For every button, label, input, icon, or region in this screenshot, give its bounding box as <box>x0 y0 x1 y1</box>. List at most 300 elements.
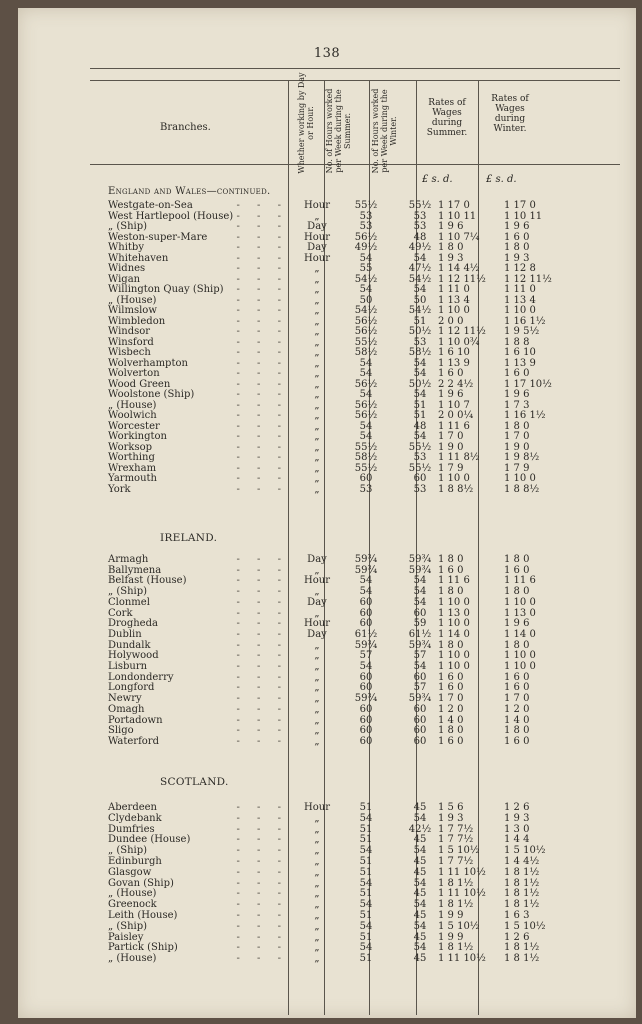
branch-name: Wolverhampton <box>108 357 188 369</box>
leader-dashes: - - - <box>236 866 288 878</box>
hours-winter: 51 <box>413 315 427 327</box>
rate-summer: 1 10 0 <box>438 661 470 672</box>
branch-name: Waterford <box>108 735 159 747</box>
leader-dashes: - - - <box>236 596 288 608</box>
rate-winter: 1 6 0 <box>504 231 530 243</box>
branch-name: Worcester <box>108 420 160 432</box>
hours-winter: 55½ <box>408 462 432 474</box>
hours-winter: 45 <box>413 953 427 965</box>
rate-winter: 1 11 6 <box>504 575 536 587</box>
rate-summer: 1 10 0 <box>438 596 470 608</box>
leader-dashes: - - - <box>236 607 288 619</box>
table-row <box>108 575 558 586</box>
rate-winter: 1 10 0 <box>504 473 536 484</box>
table-row <box>108 932 558 943</box>
leader-dashes: - - - <box>236 431 288 442</box>
table-row <box>108 368 558 379</box>
leader-dashes: - - - <box>236 284 288 295</box>
branch-name: Lisburn <box>108 661 148 672</box>
branch-name: Cork <box>108 607 133 619</box>
leader-dashes: - - - <box>236 586 288 598</box>
table-row <box>108 921 558 932</box>
branch-name: Drogheda <box>108 618 158 630</box>
rate-summer: 1 10 0 <box>438 650 470 662</box>
rate-summer: 1 6 0 <box>438 682 464 694</box>
rate-summer: 1 6 0 <box>438 671 464 683</box>
branch-name: West Hartlepool (House) <box>108 210 234 222</box>
rate-winter: 1 7 9 <box>504 462 530 474</box>
working-by: „ <box>314 357 320 369</box>
working-by: „ <box>314 703 320 715</box>
hours-summer: 56½ <box>354 326 378 337</box>
rate-winter: 1 8 0 <box>504 586 530 598</box>
rate-winter: 1 12 11½ <box>504 273 552 285</box>
branch-name: Whitehaven <box>108 252 169 264</box>
rate-summer: 1 9 6 <box>438 221 464 232</box>
leader-dashes: - - - <box>236 452 288 463</box>
leader-dashes: - - - <box>236 931 288 943</box>
section-title: IRELAND. <box>160 532 218 544</box>
table-row <box>108 704 558 715</box>
table-row <box>108 888 558 899</box>
working-by: „ <box>314 336 320 348</box>
hours-summer: 55 <box>359 263 373 274</box>
rate-summer: 1 8 0 <box>438 242 464 253</box>
hours-winter: 60 <box>413 473 427 484</box>
table-row <box>108 629 558 640</box>
branch-name: Sligo <box>108 725 134 737</box>
hours-summer: 60 <box>359 714 373 726</box>
branch-name: Greenock <box>108 899 157 911</box>
branch-name: Wimbledon <box>108 315 166 327</box>
rate-summer: 1 8 0 <box>438 639 464 651</box>
branch-name: Glasgow <box>108 866 152 878</box>
table-row <box>108 410 558 421</box>
working-by: „ <box>314 210 320 222</box>
rate-winter: 1 7 3 <box>504 399 530 411</box>
working-by: Day <box>307 628 327 640</box>
hours-winter: 45 <box>413 834 427 846</box>
rate-summer: 1 8 1½ <box>438 899 474 911</box>
working-by: Day <box>307 221 327 232</box>
rate-winter: 1 10 0 <box>504 305 536 316</box>
rate-summer: 1 9 0 <box>438 441 464 453</box>
leader-dashes: - - - <box>236 410 288 421</box>
branch-name: Woolstone (Ship) <box>108 389 195 400</box>
rate-winter: 1 17 0 <box>504 200 536 211</box>
working-by: „ <box>314 441 320 453</box>
leader-dashes: - - - <box>236 639 288 651</box>
working-by: „ <box>314 714 320 726</box>
rate-summer: 1 5 10½ <box>438 920 480 932</box>
table-row <box>108 211 558 222</box>
working-by: „ <box>314 877 320 889</box>
table-row <box>108 221 558 232</box>
leader-dashes: - - - <box>236 650 288 662</box>
hours-winter: 54 <box>413 368 427 379</box>
hours-winter: 59¾ <box>408 639 432 651</box>
rate-winter: 1 3 0 <box>504 823 530 835</box>
rate-winter: 1 7 0 <box>504 693 530 705</box>
hours-summer: 54 <box>359 899 373 911</box>
working-by: „ <box>314 564 320 576</box>
hours-summer: 54 <box>359 920 373 932</box>
leader-dashes: - - - <box>236 845 288 857</box>
table-row <box>108 834 558 845</box>
table-row <box>108 899 558 910</box>
branch-name: Wilmslow <box>108 305 157 316</box>
hours-summer: 54 <box>359 586 373 598</box>
table-row <box>108 316 558 327</box>
hours-summer: 56½ <box>354 410 378 421</box>
leader-dashes: - - - <box>236 877 288 889</box>
hours-winter: 60 <box>413 725 427 737</box>
table-row <box>108 253 558 264</box>
table-row <box>108 473 558 484</box>
working-by: „ <box>314 452 320 463</box>
document-page <box>18 8 636 1018</box>
leader-dashes: - - - <box>236 242 288 253</box>
header-rates-summer: Rates of Wages during Summer. <box>426 98 468 138</box>
table-row <box>108 597 558 608</box>
hours-winter: 61½ <box>408 628 432 640</box>
table-row <box>108 295 558 306</box>
rate-summer: 1 6 0 <box>438 368 464 379</box>
table-row <box>108 618 558 629</box>
table-row <box>108 715 558 726</box>
table-row <box>108 824 558 835</box>
hours-summer: 54 <box>359 661 373 672</box>
rate-winter: 1 13 9 <box>504 357 536 369</box>
leader-dashes: - - - <box>236 725 288 737</box>
hours-winter: 45 <box>413 802 427 813</box>
rate-winter: 1 11 0 <box>504 284 536 295</box>
working-by: „ <box>314 682 320 694</box>
hours-summer: 53 <box>359 221 373 232</box>
working-by: „ <box>314 305 320 316</box>
working-by: Hour <box>304 575 330 587</box>
rate-summer: 1 11 6 <box>438 575 470 587</box>
rate-summer: 1 9 3 <box>438 252 464 264</box>
branch-name: „ (Ship) <box>108 920 148 932</box>
hours-summer: 54 <box>359 368 373 379</box>
leader-dashes: - - - <box>236 210 288 222</box>
rate-winter: 1 9 6 <box>504 221 530 232</box>
rate-summer: 1 14 4½ <box>438 263 480 274</box>
branch-name: Wrexham <box>108 462 157 474</box>
branch-name: Clydebank <box>108 812 162 824</box>
branch-name: Winsford <box>108 336 154 348</box>
table-row <box>108 442 558 453</box>
rate-summer: 1 9 9 <box>438 910 464 921</box>
hours-summer: 60 <box>359 671 373 683</box>
branch-name: Westgate-on-Sea <box>108 200 193 211</box>
hours-winter: 55½ <box>408 441 432 453</box>
rate-winter: 1 9 5½ <box>504 326 540 337</box>
leader-dashes: - - - <box>236 628 288 640</box>
hours-winter: 54 <box>413 575 427 587</box>
branch-name: Armagh <box>108 554 149 565</box>
table-row <box>108 650 558 661</box>
rate-winter: 1 6 0 <box>504 735 530 747</box>
rate-summer: 1 11 6 <box>438 420 470 432</box>
table-row <box>108 284 558 295</box>
hours-summer: 53 <box>359 210 373 222</box>
rate-summer: 1 6 10 <box>438 347 470 358</box>
rate-winter: 1 9 3 <box>504 812 530 824</box>
hours-summer: 56½ <box>354 378 378 390</box>
hours-winter: 59¾ <box>408 564 432 576</box>
rate-winter: 1 2 0 <box>504 703 530 715</box>
rate-summer: 1 7 9 <box>438 462 464 474</box>
leader-dashes: - - - <box>236 693 288 705</box>
working-by: „ <box>314 263 320 274</box>
header-rates-winter: Rates of Wages during Winter. <box>491 94 529 134</box>
rate-summer: 1 7 0 <box>438 693 464 705</box>
leader-dashes: - - - <box>236 953 288 965</box>
hours-winter: 55½ <box>408 200 432 211</box>
working-by: „ <box>314 639 320 651</box>
working-by: „ <box>314 473 320 484</box>
rate-winter: 1 4 0 <box>504 714 530 726</box>
rate-winter: 1 8 8 <box>504 336 530 348</box>
rate-summer: 1 14 0 <box>438 628 470 640</box>
hours-winter: 60 <box>413 607 427 619</box>
working-by: „ <box>314 462 320 474</box>
rate-summer: 1 9 3 <box>438 812 464 824</box>
hours-winter: 48 <box>413 420 427 432</box>
rate-summer: 1 7 7½ <box>438 856 474 867</box>
working-by: „ <box>314 834 320 846</box>
hours-winter: 60 <box>413 714 427 726</box>
hours-winter: 59 <box>413 618 427 630</box>
hours-summer: 56½ <box>354 231 378 243</box>
branch-name: Holywood <box>108 650 159 662</box>
section-title: SCOTLAND. <box>160 776 229 788</box>
branch-name: Wisbech <box>108 347 151 358</box>
table-row <box>108 682 558 693</box>
rate-winter: 1 6 0 <box>504 368 530 379</box>
table-row <box>108 845 558 856</box>
working-by: Day <box>307 242 327 253</box>
hours-winter: 54 <box>413 877 427 889</box>
hours-summer: 54 <box>359 431 373 442</box>
branch-name: Ballymena <box>108 564 162 576</box>
rate-winter: 1 17 10½ <box>504 378 552 390</box>
rate-winter: 1 9 6 <box>504 618 530 630</box>
table-row <box>108 379 558 390</box>
rate-summer: 1 5 10½ <box>438 845 480 857</box>
working-by: „ <box>314 671 320 683</box>
rate-winter: 1 10 0 <box>504 661 536 672</box>
rate-winter: 1 6 3 <box>504 910 530 921</box>
rate-summer: 1 13 4 <box>438 294 470 306</box>
hours-summer: 54 <box>359 420 373 432</box>
rate-winter: 1 6 0 <box>504 564 530 576</box>
branch-name: Workington <box>108 431 167 442</box>
leader-dashes: - - - <box>236 347 288 358</box>
hours-summer: 60 <box>359 473 373 484</box>
section-title: England and Wales—continued. <box>108 186 271 197</box>
branch-name: „ (Ship) <box>108 221 148 232</box>
rate-summer: 1 11 10½ <box>438 953 486 965</box>
header-working-by: Whether working by Day or Hour. <box>297 72 315 174</box>
branch-name: Govan (Ship) <box>108 877 174 889</box>
branch-name: Londonderry <box>108 671 174 683</box>
rate-winter: 1 10 0 <box>504 596 536 608</box>
rate-winter: 1 8 1½ <box>504 866 540 878</box>
hours-winter: 53 <box>413 210 427 222</box>
rate-winter: 1 7 0 <box>504 431 530 442</box>
rate-summer: 1 8 0 <box>438 725 464 737</box>
leader-dashes: - - - <box>236 420 288 432</box>
hours-winter: 60 <box>413 703 427 715</box>
rate-summer: 1 2 0 <box>438 703 464 715</box>
leader-dashes: - - - <box>236 294 288 306</box>
hours-summer: 59¾ <box>354 693 378 705</box>
leader-dashes: - - - <box>236 714 288 726</box>
leader-dashes: - - - <box>236 378 288 390</box>
working-by: „ <box>314 650 320 662</box>
header-hours-winter: No. of Hours worked per Week during the Winter. <box>371 88 398 174</box>
rate-summer: 1 8 0 <box>438 554 464 565</box>
leader-dashes: - - - <box>236 735 288 747</box>
leader-dashes: - - - <box>236 942 288 954</box>
hours-winter: 51 <box>413 399 427 411</box>
rate-summer: 1 10 7¼ <box>438 231 480 243</box>
leader-dashes: - - - <box>236 888 288 900</box>
top-rule-2 <box>90 80 620 81</box>
table-row <box>108 263 558 274</box>
hours-summer: 51 <box>359 856 373 867</box>
hours-summer: 54 <box>359 284 373 295</box>
rate-summer: 1 13 0 <box>438 607 470 619</box>
hours-summer: 49½ <box>354 242 378 253</box>
branch-name: Longford <box>108 682 155 694</box>
hours-summer: 50 <box>359 294 373 306</box>
hours-summer: 60 <box>359 596 373 608</box>
working-by: „ <box>314 953 320 965</box>
working-by: „ <box>314 856 320 867</box>
rate-summer: 1 5 6 <box>438 802 464 813</box>
hours-winter: 47½ <box>408 263 432 274</box>
table-row <box>108 400 558 411</box>
hours-winter: 51 <box>413 410 427 421</box>
hours-summer: 54 <box>359 252 373 264</box>
working-by: Hour <box>304 252 330 264</box>
hours-summer: 55½ <box>354 441 378 453</box>
hours-summer: 60 <box>359 703 373 715</box>
rate-winter: 1 10 0 <box>504 650 536 662</box>
leader-dashes: - - - <box>236 554 288 565</box>
hours-summer: 51 <box>359 953 373 965</box>
hours-winter: 54 <box>413 920 427 932</box>
hours-winter: 53 <box>413 483 427 495</box>
hours-summer: 53 <box>359 483 373 495</box>
working-by: „ <box>314 389 320 400</box>
rate-winter: 1 8 8½ <box>504 483 540 495</box>
hours-winter: 54 <box>413 899 427 911</box>
rate-summer: 1 9 9 <box>438 931 464 943</box>
working-by: „ <box>314 888 320 900</box>
rate-winter: 1 6 0 <box>504 682 530 694</box>
branch-name: Woolwich <box>108 410 157 421</box>
hours-winter: 50 <box>413 294 427 306</box>
leader-dashes: - - - <box>236 231 288 243</box>
leader-dashes: - - - <box>236 252 288 264</box>
working-by: „ <box>314 735 320 747</box>
leader-dashes: - - - <box>236 462 288 474</box>
leader-dashes: - - - <box>236 357 288 369</box>
leader-dashes: - - - <box>236 441 288 453</box>
hours-winter: 50½ <box>408 378 432 390</box>
branch-name: Belfast (House) <box>108 575 187 587</box>
rate-winter: 1 12 8 <box>504 263 536 274</box>
branch-name: Dumfries <box>108 823 155 835</box>
hours-winter: 54 <box>413 812 427 824</box>
hours-winter: 54½ <box>408 273 432 285</box>
leader-dashes: - - - <box>236 703 288 715</box>
branch-name: Wolverton <box>108 368 160 379</box>
working-by: „ <box>314 607 320 619</box>
branch-name: York <box>108 483 131 495</box>
table-row <box>108 910 558 921</box>
hours-winter: 54 <box>413 357 427 369</box>
rate-winter: 1 6 10 <box>504 347 536 358</box>
branch-name: „ (House) <box>108 399 157 411</box>
branch-name: Worthing <box>108 452 155 463</box>
rate-winter: 1 2 6 <box>504 802 530 813</box>
hours-winter: 54 <box>413 284 427 295</box>
rate-summer: 1 10 0¾ <box>438 336 480 348</box>
table-row <box>108 232 558 243</box>
branch-name: Newry <box>108 693 142 705</box>
table-row <box>108 640 558 651</box>
working-by: Day <box>307 596 327 608</box>
branch-name: Worksop <box>108 441 153 453</box>
hours-summer: 59¾ <box>354 564 378 576</box>
table-row <box>108 484 558 495</box>
working-by: „ <box>314 315 320 327</box>
rate-summer: 1 12 11½ <box>438 273 486 285</box>
hours-winter: 59¾ <box>408 554 432 565</box>
branch-name: „ (House) <box>108 888 157 900</box>
hours-winter: 54 <box>413 431 427 442</box>
rate-winter: 1 5 10½ <box>504 845 546 857</box>
header-hours-summer: No. of Hours worked per Week during the Summer. <box>325 88 352 174</box>
working-by: „ <box>314 294 320 306</box>
rate-winter: 1 8 0 <box>504 725 530 737</box>
leader-dashes: - - - <box>236 483 288 495</box>
branch-name: „ (Ship) <box>108 845 148 857</box>
rate-summer: 1 11 0 <box>438 284 470 295</box>
hours-winter: 45 <box>413 866 427 878</box>
hours-winter: 58½ <box>408 347 432 358</box>
rate-summer: 1 12 11½ <box>438 326 486 337</box>
table-row <box>108 389 558 400</box>
leader-dashes: - - - <box>236 315 288 327</box>
table-row <box>108 725 558 736</box>
leader-dashes: - - - <box>236 336 288 348</box>
header-branches: Branches. <box>160 122 211 133</box>
rate-summer: 1 10 11 <box>438 210 477 222</box>
branch-name: Whitby <box>108 242 144 253</box>
working-by: „ <box>314 812 320 824</box>
rate-summer: 1 11 10½ <box>438 888 486 900</box>
hours-winter: 53 <box>413 221 427 232</box>
rate-summer: 1 10 0 <box>438 618 470 630</box>
table-row <box>108 421 558 432</box>
